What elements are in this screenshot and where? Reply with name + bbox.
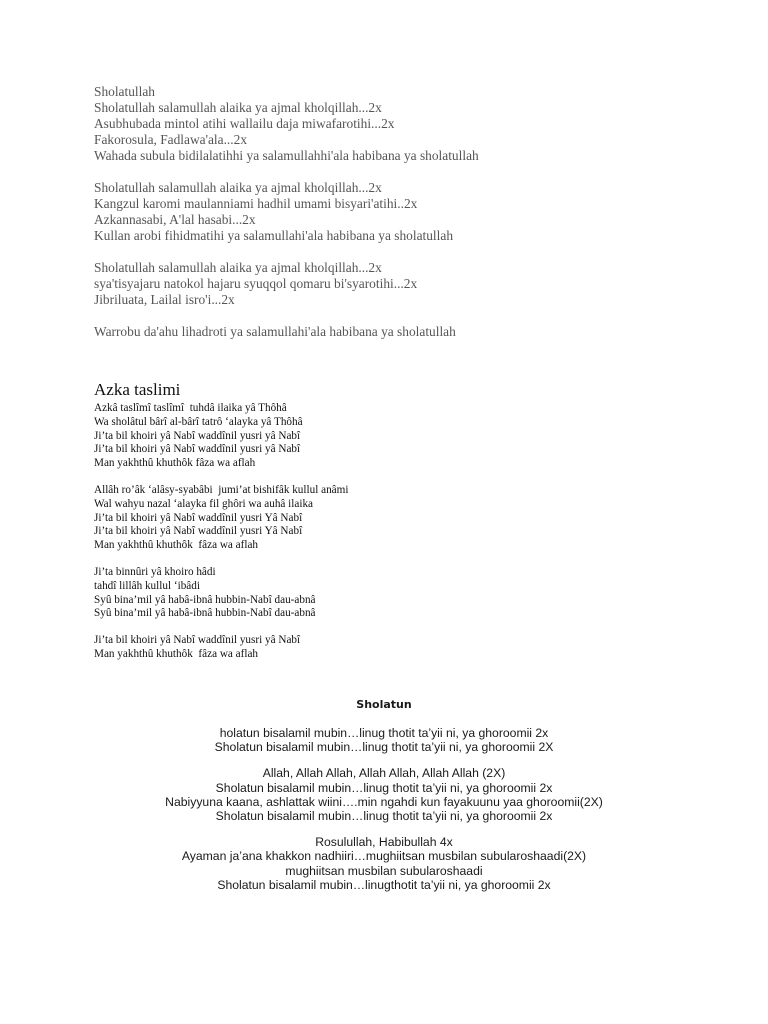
lyric-line: Sholatun bisalamil mubin…linug thotit ta’yii ni, ya ghoroomii 2x [215, 780, 553, 795]
lyric-line: Ji’ta bil khoiri yâ Nabî waddînil yusri Yâ Nabî [94, 511, 303, 524]
lyric-line: Ji’ta bil khoiri yâ Nabî waddînil yusri yâ Nabî [94, 443, 301, 456]
lyric-line: Azkannasabi, A'lal hasabi...2x [94, 212, 256, 227]
verse-block [94, 484, 734, 553]
lyric-line: Sholatun bisalamil mubin…linug thotit ta’yii ni, ya ghoroomii 2x [215, 809, 553, 824]
lyric-line: Kangzul karomi maulanniami hadhil umami bisyari'atihi..2x [94, 196, 418, 211]
lyric-line: Man yakhthû khuthôk fâza wa aflah [94, 647, 259, 660]
lyric-line: Allâh ro’âk ‘alâsy-syabâbi jumi’at bishifâk kullul anâmi [94, 483, 349, 496]
lyric-line: Sholatullah [94, 84, 155, 99]
lyric-line: Sholatun bisalamil mubin…linugthotit ta’yii ni, ya ghoroomii 2x [217, 877, 551, 892]
lyric-line: Azkâ taslîmî taslîmî tuhdâ ilaika yâ Thôhâ [94, 402, 287, 414]
lyric-line: Wa sholâtul bârî al-bârî tatrô ‘alayka yâ Thôhâ [94, 415, 303, 428]
lyric-line: Rosulullah, Habibullah 4x [315, 835, 453, 850]
verse-block [0, 766, 768, 823]
lyric-line: mughiitsan musbilan subularoshaadi [285, 863, 483, 878]
verse-block [0, 726, 768, 754]
lyric-line: holatun bisalamil mubin…linug thotit ta’yii ni, ya ghoroomii 2x [219, 726, 549, 740]
section-heading: Azka taslimi [94, 380, 181, 399]
lyric-line: Sholatun bisalamil mubin…linug thotit ta’yii ni, ya ghoroomii 2X [214, 740, 554, 755]
lyric-line: Asubhubada mintol atihi wallailu daja miwafarotihi...2x [94, 116, 395, 131]
sholatun-lyrics [0, 698, 768, 892]
lyric-line: Ayaman ja’ana khakkon nadhiiri…mughiitsan musbilan subularoshaadi(2X) [181, 849, 587, 864]
lyric-line: Ji’ta bil khoiri yâ Nabî waddînil yusri yâ Nabî [94, 429, 301, 442]
verse-block [94, 402, 734, 471]
verse-block [94, 566, 734, 621]
lyric-line: tahdî lillâh kullul ‘ibâdi [94, 579, 200, 592]
lyric-line: Kullan arobi fihidmatihi ya salamullahi'ala habibana ya sholatullah [94, 228, 454, 243]
lyric-line: Sholatullah salamullah alaika ya ajmal kholqillah...2x [94, 100, 382, 115]
verse-block [94, 634, 734, 662]
lyric-line: Sholatullah salamullah alaika ya ajmal kholqillah...2x [94, 180, 382, 195]
verse-block [94, 260, 734, 308]
lyric-line: Ji’ta binnûri yâ khoiro hâdi [94, 565, 216, 578]
section-title: Sholatun [356, 698, 412, 711]
lyric-line: Allah, Allah Allah, Allah Allah, Allah Allah (2X) [262, 766, 506, 781]
verse-block [94, 324, 734, 340]
lyric-line: Man yakhthû khuthôk fâza wa aflah [94, 457, 256, 470]
verse-block [94, 180, 734, 244]
lyric-line: Sholatullah salamullah alaika ya ajmal kholqillah...2x [94, 260, 382, 275]
lyric-line: sya'tisyajaru natokol hajaru syuqqol qomaru bi'syarotihi...2x [94, 276, 418, 291]
lyric-line: Ji’ta bil khoiri yâ Nabî waddînil yusri yâ Nabî [94, 634, 301, 647]
lyric-line: Syû bina’mil yâ habâ-ibnâ hubbin-Nabî dau-abnâ [94, 607, 316, 620]
lyric-line: Jibriluata, Lailal isro'i...2x [94, 292, 235, 307]
lyric-line: Wal wahyu nazal ‘alayka fil ghôri wa auhâ ilaika [94, 497, 314, 510]
lyric-line: Fakorosula, Fadlawa'ala...2x [94, 132, 248, 147]
sholatullah-lyrics [94, 84, 734, 340]
lyric-line: Syû bina’mil yâ habâ-ibnâ hubbin-Nabî dau-abnâ [94, 593, 316, 606]
verse-block [0, 835, 768, 892]
lyric-line: Man yakhthû khuthôk fâza wa aflah [94, 539, 259, 552]
azka-taslimi-lyrics [94, 380, 734, 662]
lyric-line: Nabiyyuna kaana, ashlattak wiini….min ngahdi kun fayakuunu yaa ghoroomii(2X) [165, 794, 603, 809]
lyric-line: Warrobu da'ahu lihadroti ya salamullahi'ala habibana ya sholatullah [94, 324, 456, 339]
lyric-line: Wahada subula bidilalatihhi ya salamullahhi'ala habibana ya sholatullah [94, 148, 479, 163]
verse-block [94, 84, 734, 164]
lyric-line: Ji’ta bil khoiri yâ Nabî waddînil yusri Yâ Nabî [94, 525, 303, 538]
